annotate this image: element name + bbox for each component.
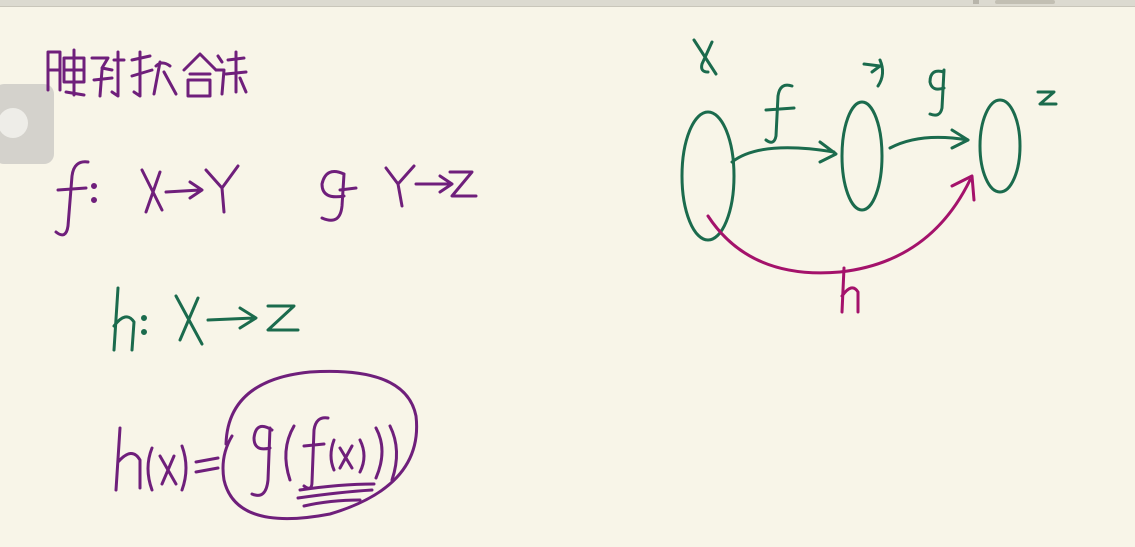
diagram-set-z-label	[1038, 92, 1056, 104]
diagram-set-y-label	[864, 60, 883, 86]
arrow-h-label	[842, 268, 858, 312]
set-y-oval	[842, 102, 882, 210]
set-z-oval	[980, 100, 1020, 192]
line-f-mapping-handwriting	[56, 162, 238, 235]
line-g-mapping-handwriting	[322, 166, 476, 220]
set-x-oval	[682, 112, 734, 240]
title-handwriting	[48, 50, 246, 96]
arrow-g	[890, 70, 968, 148]
arrow-h	[708, 176, 974, 273]
line-h-composition-handwriting	[116, 371, 417, 518]
arrow-f	[732, 85, 836, 162]
diagram-set-x-label	[694, 40, 716, 74]
line-h-mapping-handwriting	[114, 288, 298, 350]
